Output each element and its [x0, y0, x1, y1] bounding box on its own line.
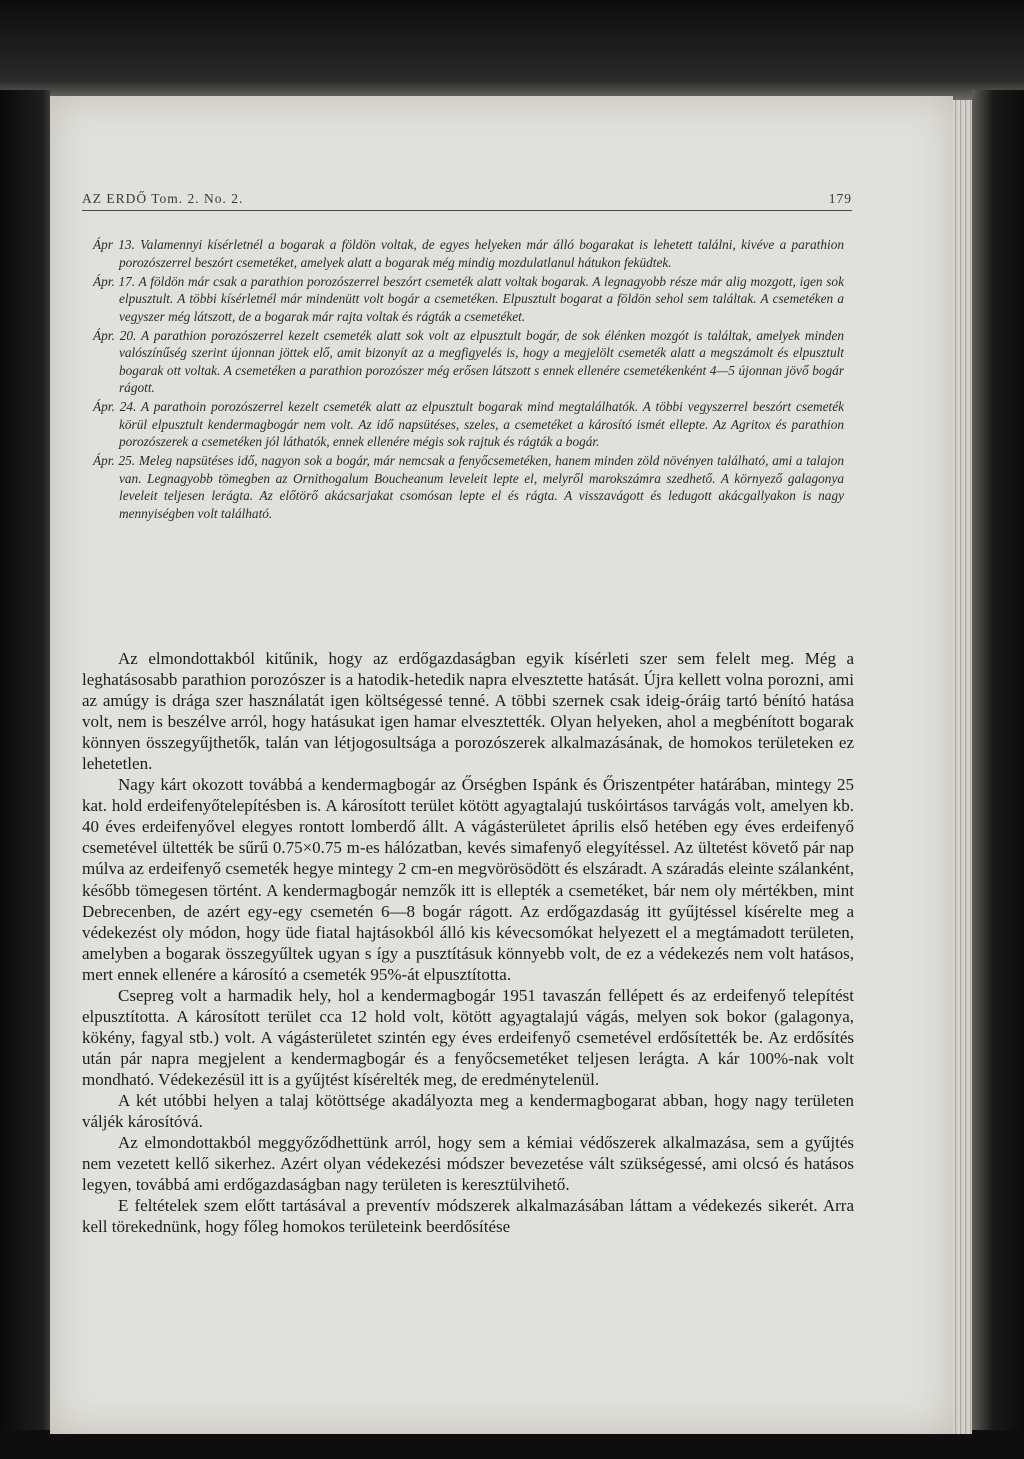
book-page-edges: [953, 100, 972, 1434]
scanner-shadow-left: [0, 90, 50, 1459]
paragraph: Az elmondottakból meggyőződhettünk arról, hogy sem a kémiai védőszerek alkalmazása, sem a gyűjtés nem vezetett kellő sikerhez. Azért olyan védekezési módszer bevezetése vált szükségessé, ami olcsó és hatásos legyen, továbbá ami erdőgazdaságban nagy területen is keresztülvihető.: [82, 1133, 854, 1195]
running-header: [82, 189, 852, 211]
journal-title: AZ ERDŐ Tom. 2. No. 2.: [82, 191, 244, 206]
paragraph: A két utóbbi helyen a talaj kötöttsége akadályozta meg a kendermagbogarat abban, hogy nagy területen váljék károsítóvá.: [82, 1090, 854, 1132]
observation-entry: Ápr. 17. A földön már csak a parathion porozószerrel beszórt csemeték alatt voltak bogarak. A legnagyobb része már alig mozgott, igen sok elpusztult. A többi kísérletnél már mindenütt volt bogár a csemetéken. Elpusztult bogarat a földön sehol sem találtak. A csemetéken a vegyszer még látszott, de a bogarak már rajta voltak és rágták a csemetéket.: [93, 273, 844, 324]
paragraph: Csepreg volt a harmadik hely, hol a kendermagbogár 1951 tavaszán fellépett és az erdeifenyő telepítést elpusztította. A károsított terület cca 12 hold volt, kötött agyagtalajú vágás, melyen sok bokor (galagonya, kökény, fagyal stb.) volt. A vágásterületet szintén egy éves erdeifenyő csemetével erdősítették be. Az erdősítés után pár napra megjelent a kendermagbogár és a fenyőcsemetéket teljesen lerágta. A kár 100%-nak volt mondható. Védekezésül itt is a gyűjtést kísérelték meg, de eredménytelenül.: [82, 985, 854, 1089]
observation-entry: Ápr. 20. A parathion porozószerrel kezelt csemeték alatt sok volt az elpusztult bogár, de sok élénken mozgót is találtak, amelyek minden valószínűség szerint újonnan jöttek elő, amit bizonyít az a megfigyelés is, hogy a megjelölt csemeték alatt a megszámolt és elpusztult bogarak ott voltak. A csemetéken a parathion porozószer még erősen látszott s ennek ellenére csemetékenként 4—5 újonnan jövő bogár rágott.: [93, 327, 844, 395]
observation-entry: Ápr. 24. A parathoin porozószerrel kezelt csemeték alatt az elpusztult bogarak mind megtalálhatók. A többi vegyszerrel beszórt csemeték körül elpusztult kendermagbogár nem volt. Az idő napsütéses, szeles, a csemetéket a károsító ismét ellepte. Az Agritox és parathion porozószerek a csemetéken jól láthatók, ennek ellenére mégis sok rajtuk és rágták a bogár.: [93, 399, 844, 449]
paragraph: Nagy kárt okozott továbbá a kendermagbogár az Őrségben Ispánk és Őriszentpéter határában, mintegy 25 kat. hold erdeifenyőtelepítésben is. A károsított terület kötött agyagtalajú tuskóirtásos tarvágás volt, amelyen kb. 40 éves erdeifenyővel elegyes rontott lomberdő állt. A vágásterületet április első hetében egy éves erdeifenyő csemetével ültették be sűrű 0.75×0.75 m-es hálózatban, kevés simafenyő elegyítéssel. Az ültetést követő pár nap múlva az erdeifenyő csemeték hegye mintegy 2 cm-en megvörösödött és elszáradt. A száradás eleinte szálanként, később tömegesen történt. A kendermagbogár nemzők itt is ellepték a csemetéket, bár nem oly mértékben, mint Debrecenben, de azért egy-egy csemetén 6—8 bogár rágott. Az erdőgazdaság itt gyűjtéssel kísérelte meg a védekezést oly módon, hogy üde fiatal hajtásokból álló kis kévecsomókat helyezett el a megtámadott területen, amelyben a bogarak összegyűltek ugyan s így a pusztításuk könnyebb volt, de ez a védekezés nem volt hatásos, mert ennek ellenére a károsító a csemeték 95%-át elpusztította.: [82, 775, 854, 984]
observation-entry: Ápr 13. Valamennyi kísérletnél a bogarak a földön voltak, de egyes helyeken már álló bogarakat is lehetett találni, kivéve a parathion porozószerrel beszórt csemetéket, amelyek alatt a bogarak még mindig mozdulatlanul hátukon feküdtek.: [93, 237, 844, 270]
scanner-shadow-top: [0, 0, 1024, 100]
observation-log: [93, 236, 844, 524]
observation-entry: Ápr. 25. Meleg napsütéses idő, nagyon sok a bogár, már nemcsak a fenyőcsemetéken, hanem minden zöld növényen található, ami a talajon van. Legnagyobb tömegben az Ornithogalum Boucheanum leveleit lepte el, melyről marokszámra szedhető. A környező galagonya leveleit teljesen lerágta. Az előtörő akácsarjakat csomósan lepte el és rágta. A visszavágott és ledugott akácgallyakon is nagy mennyiségben volt található.: [93, 453, 844, 521]
body-text: [82, 648, 854, 1237]
page-number: 179: [828, 191, 852, 206]
paragraph: Az elmondottakból kitűnik, hogy az erdőgazdaságban egyik kísérleti szer sem felelt meg. Még a leghatásosabb parathion porozószer is a hatodik-hetedik napra elvesztette hatását. Újra kellett volna porozni, ami az amúgy is drága szer használatát igen költségessé tenné. A többi szernek csak ideig-óráig tartó bénító hatása volt, nem is beszélve arról, hogy hatásukat igen hamar elvesztették. Olyan helyeken, ahol a megbénított bogarak könnyen összegyűjthetők, talán van létjogosultsága a porozószerek alkalmazásának, de homokos területeken ez lehetetlen.: [82, 649, 854, 774]
paragraph: E feltételek szem előtt tartásával a preventív módszerek alkalmazásában láttam a védekezés sikerét. Arra kell törekednünk, hogy főleg homokos területeink beerdősítése: [82, 1196, 854, 1237]
header-rule: [82, 210, 852, 211]
scanner-shadow-bottom: [0, 1430, 1024, 1459]
scanner-shadow-right: [972, 90, 1024, 1459]
